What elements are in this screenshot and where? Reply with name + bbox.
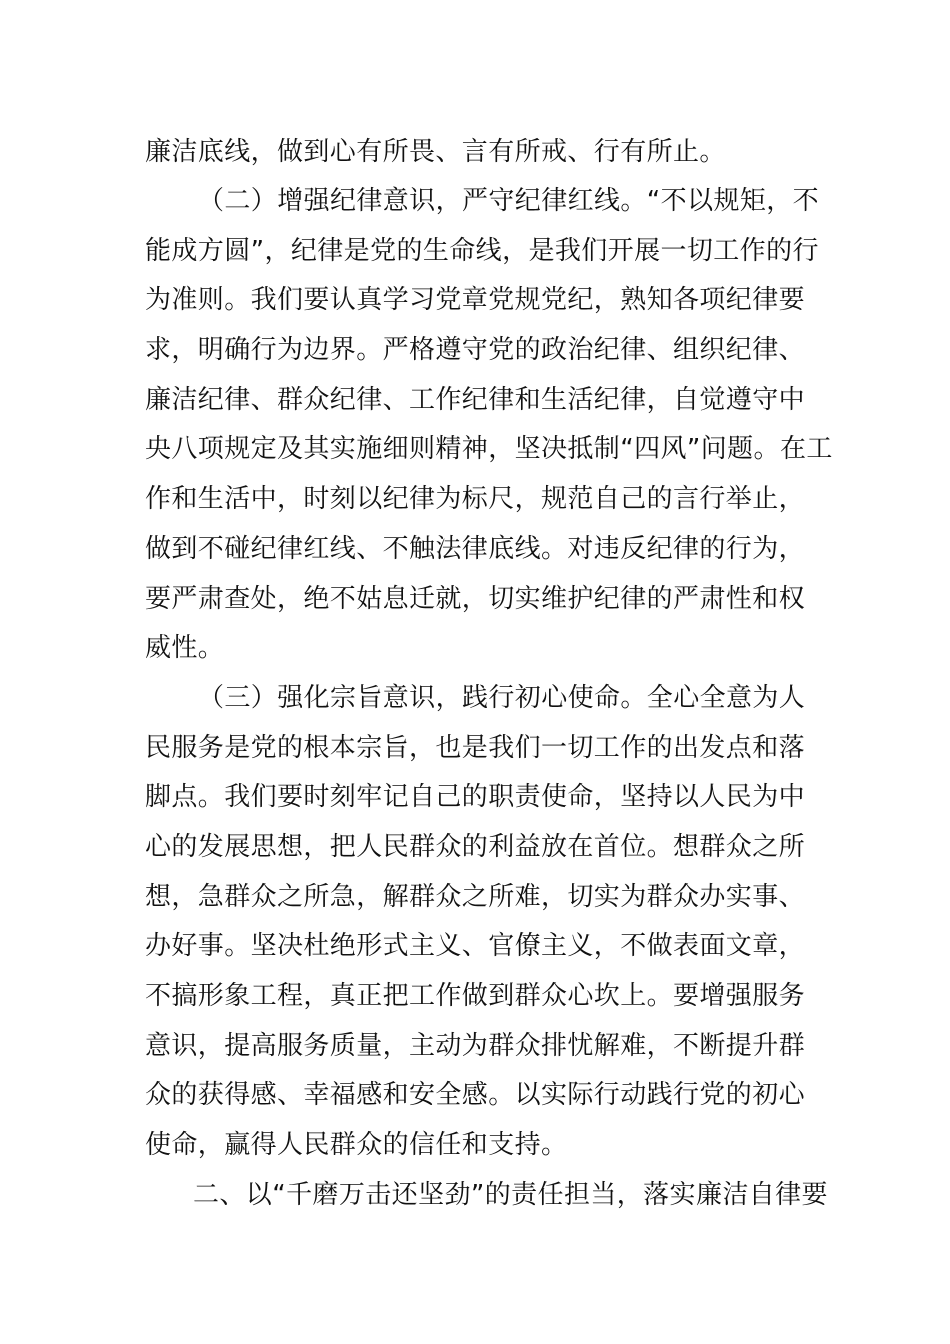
text-line: 民服务是党的根本宗旨，也是我们一切工作的出发点和落 bbox=[145, 733, 806, 763]
text-line: 能成方圆”，纪律是党的生命线，是我们开展一切工作的行 bbox=[145, 236, 819, 266]
text-line: 做到不碰纪律红线、不触法律底线。对违反纪律的行为， bbox=[145, 534, 806, 564]
text-line: 求，明确行为边界。严格遵守党的政治纪律、组织纪律、 bbox=[145, 335, 806, 365]
text-line: 想，急群众之所急，解群众之所难，切实为群众办实事、 bbox=[145, 882, 806, 912]
text-line: 不搞形象工程，真正把工作做到群众心坎上。要增强服务 bbox=[145, 981, 806, 1011]
text-line: 办好事。坚决杜绝形式主义、官僚主义，不做表面文章， bbox=[145, 931, 806, 961]
text-line: 使命，赢得人民群众的信任和支持。 bbox=[145, 1130, 568, 1160]
chapter-heading-2: 二、以“千磨万击还坚劲”的责任担当，落实廉洁自律要 bbox=[193, 1180, 828, 1210]
section-heading-2: （二）增强纪律意识，严守纪律红线。“不以规矩，不 bbox=[198, 186, 820, 216]
text-line: 为准则。我们要认真学习党章党规党纪，熟知各项纪律要 bbox=[145, 285, 806, 315]
text-line: 威性。 bbox=[145, 633, 225, 663]
text-line: 众的获得感、幸福感和安全感。以实际行动践行党的初心 bbox=[145, 1080, 806, 1110]
text-line: 意识，提高服务质量，主动为群众排忧解难，不断提升群 bbox=[145, 1031, 806, 1061]
section-heading-3: （三）强化宗旨意识，践行初心使命。全心全意为人 bbox=[198, 683, 806, 713]
text-line: 央八项规定及其实施细则精神，坚决抵制“四风”问题。在工 bbox=[145, 434, 833, 464]
text-line: 要严肃查处，绝不姑息迁就，切实维护纪律的严肃性和权 bbox=[145, 584, 806, 614]
text-line: 廉洁纪律、群众纪律、工作纪律和生活纪律，自觉遵守中 bbox=[145, 385, 806, 415]
text-line: 脚点。我们要时刻牢记自己的职责使命，坚持以人民为中 bbox=[145, 782, 806, 812]
text-line: 廉洁底线，做到心有所畏、言有所戒、行有所止。 bbox=[145, 137, 726, 167]
text-line: 心的发展思想，把人民群众的利益放在首位。想群众之所 bbox=[145, 832, 806, 862]
text-line: 作和生活中，时刻以纪律为标尺，规范自己的言行举止， bbox=[145, 484, 806, 514]
